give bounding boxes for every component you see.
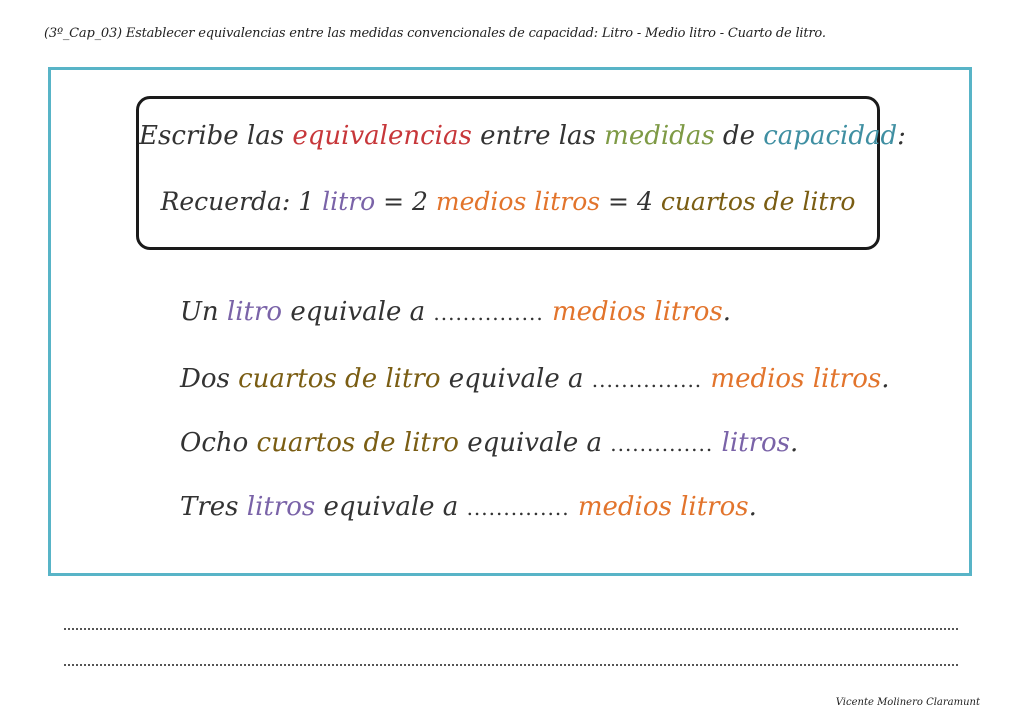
reminder-text: = 2 — [375, 187, 436, 216]
reminder-text: = 4 — [600, 187, 661, 216]
exercise-text: equivale a — [458, 428, 611, 458]
instruction-text: Escribe las — [139, 121, 293, 151]
instruction-text: entre las — [471, 121, 605, 151]
exercise-text: . — [881, 364, 890, 394]
exercise-unit-to: medios litros — [702, 364, 882, 394]
exercise-text: . — [722, 297, 732, 327]
answer-blank[interactable]: .............. — [466, 496, 570, 520]
exercise-unit-to: litros — [713, 428, 791, 458]
exercise-3 — [180, 428, 798, 458]
exercise-text: Ocho — [180, 428, 257, 458]
exercise-unit-from: cuartos de litro — [238, 364, 441, 394]
exercise-text: . — [748, 492, 757, 522]
exercise-text: Tres — [180, 492, 247, 522]
exercise-unit-from: litros — [246, 492, 316, 522]
worksheet-header: (3º_Cap_03) Establecer equivalencias entre las medidas convencionales de capacidad: Litro - Medio litro - Cuarto de litro. — [44, 26, 826, 41]
word-medidas: medidas — [604, 121, 715, 151]
exercise-unit-to: medios litros — [569, 492, 749, 522]
word-equivalencias: equivalencias — [292, 121, 472, 151]
writing-line[interactable] — [64, 664, 958, 666]
answer-blank[interactable]: .............. — [610, 432, 714, 456]
instruction-box — [136, 96, 906, 250]
exercise-text: Dos — [180, 364, 239, 394]
exercise-text: equivale a — [282, 297, 434, 327]
author-credit: Vicente Molinero Claramunt — [835, 697, 980, 708]
answer-blank[interactable]: ............... — [433, 301, 544, 325]
exercise-2 — [180, 364, 889, 394]
exercise-unit-to: medios litros — [543, 297, 723, 327]
instruction-reminder — [139, 187, 877, 216]
exercise-4 — [180, 492, 757, 522]
exercise-text: Un — [180, 297, 227, 327]
instruction-title — [139, 121, 906, 151]
word-medios-litros: medios litros — [435, 187, 601, 216]
exercise-text: equivale a — [315, 492, 467, 522]
answer-blank[interactable]: ............... — [591, 368, 703, 392]
exercise-1 — [180, 297, 731, 327]
instruction-text: : — [897, 121, 906, 151]
exercise-text: . — [790, 428, 799, 458]
word-litro: litro — [322, 187, 376, 216]
word-capacidad: capacidad — [763, 121, 898, 151]
exercise-text: equivale a — [440, 364, 592, 394]
exercise-unit-from: litro — [226, 297, 283, 327]
exercise-unit-from: cuartos de litro — [256, 428, 459, 458]
writing-line[interactable] — [64, 628, 958, 630]
reminder-text: Recuerda: 1 — [160, 187, 323, 216]
word-cuartos-de-litro: cuartos de litro — [660, 187, 856, 216]
instruction-text: de — [714, 121, 764, 151]
